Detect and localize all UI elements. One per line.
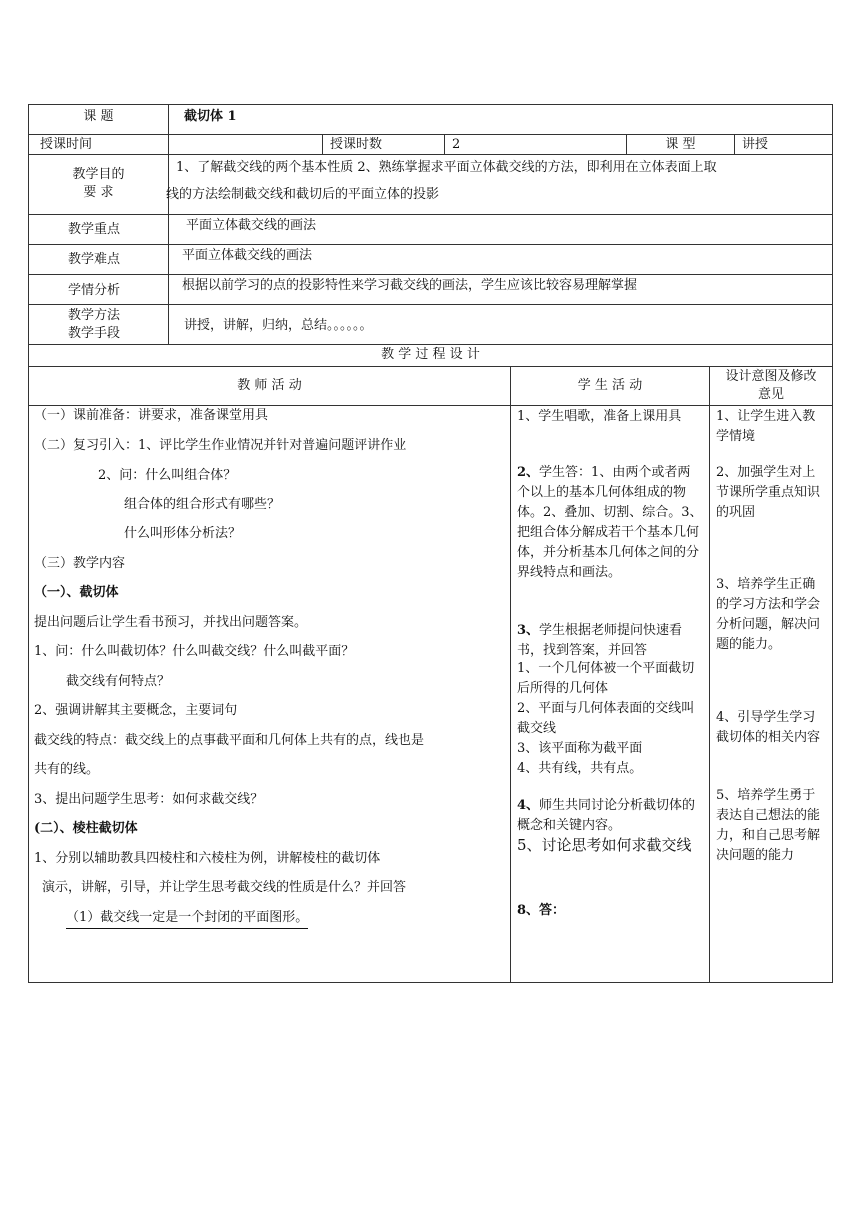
teacher-line: （三）教学内容 (34, 556, 126, 571)
teacher-line: 什么叫形体分析法？ (124, 526, 242, 541)
rule (28, 154, 833, 155)
goal-text: 1、了解截交线的两个基本性质 2、熟练掌握求平面立体截交线的方法，即利用在立体表面上取 (176, 160, 717, 175)
student-item-8: 8、答： (517, 903, 566, 918)
teacher-line: 1、分别以辅助教具四棱柱和六棱柱为例，讲解棱柱的截切体 (34, 851, 381, 866)
teacher-line: 截交线的特点：截交线上的点事截平面和几何体上共有的点，线也是 (34, 733, 425, 748)
type-label: 课 型 (665, 137, 696, 152)
student-item-5: 5、讨论思考如何求截交线 (517, 836, 692, 854)
rule (28, 405, 833, 406)
design-item: 3、培养学生正确的学习方法和学会分析问题，解决问题的能力。 (716, 577, 821, 652)
teacher-line: （二）复习引入：1、评比学生作业情况并针对普遍问题评讲作业 (34, 438, 407, 453)
teacher-line: 演示，讲解，引导，并让学生思考截交线的性质是什么？并回答 (42, 880, 407, 895)
student-item-1: 1、学生唱歌，准备上课用具 (517, 409, 682, 424)
rule (28, 244, 833, 245)
topic-label: 课 题 (83, 109, 114, 124)
type-value: 讲授 (742, 137, 769, 152)
design-item: 1、让学生进入教学情境 (716, 409, 816, 444)
focus-value: 平面立体截交线的画法 (186, 218, 317, 233)
underlined-text: （1）截交线一定是一个封闭的平面图形。 (66, 909, 308, 929)
student-answer: 4、共有线，共有点。 (517, 761, 643, 776)
goal-label: 教学目的 (72, 167, 125, 182)
col-design-header: 意见 (757, 387, 784, 402)
teacher-line: 2、强调讲解其主要概念，主要词句 (34, 703, 238, 718)
goal-text: 线的方法绘制截交线和截切后的平面立体的投影 (166, 187, 440, 202)
rule (28, 274, 833, 275)
analysis-label: 学情分析 (68, 283, 121, 298)
section-heading: （一）、截切体 (34, 585, 119, 600)
student-item-2 (517, 463, 703, 583)
col-design-header: 设计意图及修改 (725, 369, 817, 384)
student-item-text: 师生共同讨论分析截切体的概念和关键内容。 (517, 798, 696, 833)
teacher-line: 3、提出问题学生思考：如何求截交线？ (34, 792, 264, 807)
design-item: 5、培养学生勇于表达自己想法的能力，和自己思考解决问题的能力 (716, 788, 821, 863)
hours-value: 2 (452, 137, 461, 152)
process-title: 教 学 过 程 设 计 (381, 347, 480, 362)
rule-design-col (709, 366, 710, 983)
hours-label: 授课时数 (330, 137, 383, 152)
design-item: 4、引导学生学习截切体的相关内容 (716, 710, 821, 745)
student-item-text: 学生答：1、由两个或者两个以上的基本几何体组成的物体。2、叠加、切割、综合。3、把组合体分解成若干个基本几何体，并分析基本几何体之间的分界线特点和画法。 (517, 465, 703, 580)
teacher-line: 2、问：什么叫组合体？ (98, 468, 237, 483)
method-label: 教学方法 (68, 308, 121, 323)
teacher-line: 共有的线。 (34, 762, 100, 777)
col-student-header: 学 生 活 动 (577, 378, 643, 393)
rule-left (28, 104, 29, 983)
col-teacher-header: 教 师 活 动 (237, 378, 302, 393)
rule (28, 366, 833, 367)
student-item-number: 4、 (517, 798, 540, 813)
teacher-line: 截交线有何特点？ (66, 674, 171, 689)
rule (28, 304, 833, 305)
difficulty-label: 教学难点 (68, 252, 121, 267)
section-heading: (二）、棱柱截切体 (34, 821, 138, 836)
rule-bottom (28, 982, 833, 983)
rule (28, 344, 833, 345)
analysis-value: 根据以前学习的点的投影特性来学习截交线的画法，学生应该比较容易理解掌握 (182, 278, 638, 293)
rule (734, 134, 735, 155)
teacher-line: 提出问题后让学生看书预习，并找出问题答案。 (34, 615, 308, 630)
goal-label: 要 求 (83, 185, 114, 200)
student-item-text: 学生根据老师提问快速看书，找到答案，并回答 (517, 623, 683, 658)
student-answer: 3、该平面称为截平面 (517, 741, 643, 756)
student-item-number: 3、 (517, 623, 540, 638)
rule-label-col (168, 104, 169, 345)
student-answer: 1、一个几何体被一个平面截切后所得的几何体 (517, 661, 695, 696)
rule (28, 134, 833, 135)
student-item-number: 2、 (517, 465, 540, 480)
topic-value: 截切体 1 (184, 109, 237, 124)
student-item-3 (517, 621, 703, 661)
rule (28, 214, 833, 215)
teacher-line: （一）课前准备：讲要求，准备课堂用具 (34, 408, 269, 423)
rule-right (832, 104, 833, 983)
rule (322, 134, 323, 155)
focus-label: 教学重点 (68, 222, 121, 237)
design-item: 2、加强学生对上节课所学重点知识的巩固 (716, 465, 821, 520)
method-value: 讲授，讲解，归纳，总结。。。。。。 (184, 318, 373, 333)
teacher-line-underlined (66, 909, 308, 929)
rule-top (28, 104, 833, 105)
rule (444, 134, 445, 155)
student-answer: 2、平面与几何体表面的交线叫截交线 (517, 701, 695, 736)
time-label: 授课时间 (40, 137, 93, 152)
rule-student-col (510, 366, 511, 983)
teacher-line: 组合体的组合形式有哪些？ (124, 497, 281, 512)
difficulty-value: 平面立体截交线的画法 (182, 248, 313, 263)
method-label: 教学手段 (68, 326, 121, 341)
teacher-line: 1、问：什么叫截切体？什么叫截交线？什么叫截平面？ (34, 644, 355, 659)
